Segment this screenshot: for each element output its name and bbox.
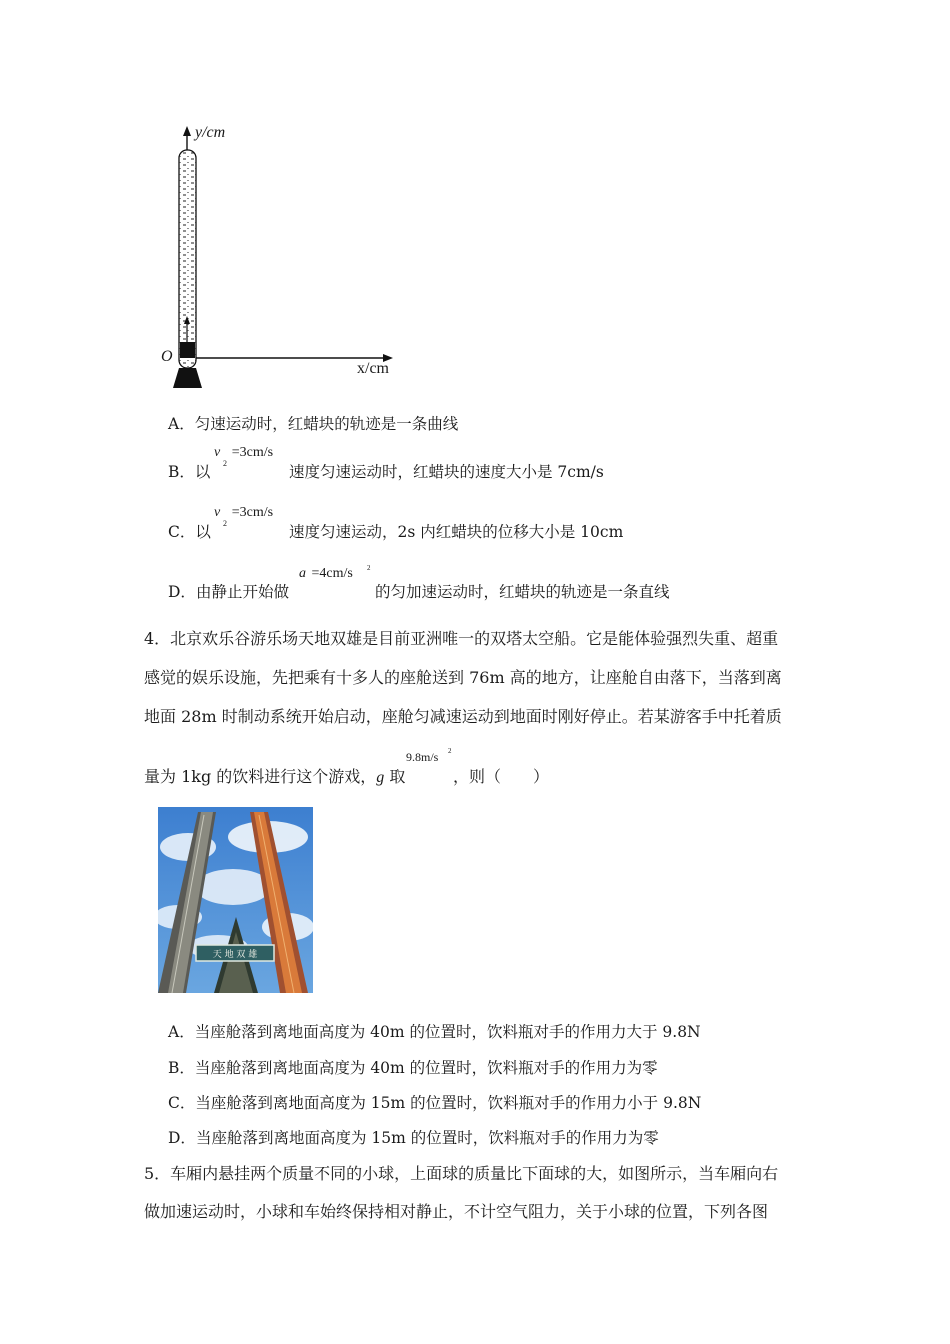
q4-option-d xyxy=(168,1126,659,1148)
q4-option-a xyxy=(168,1020,701,1042)
formula-val: =4cm/s xyxy=(311,566,353,581)
formula-var: v xyxy=(214,445,221,460)
q3-d-post: 的匀加速运动时，红蜡块的轨迹是一条直线 xyxy=(375,583,670,601)
sign-text: 天 地 双 雄 xyxy=(212,950,258,960)
option-label: B． xyxy=(168,1059,195,1077)
option-pre: 以 xyxy=(194,463,211,481)
origin-label: O xyxy=(161,348,173,365)
option-label: C． xyxy=(168,1094,196,1112)
q3-b-post: 速度匀速运动时，红蜡块的速度大小是 7cm/s xyxy=(289,463,604,481)
option-label: B． xyxy=(168,463,195,481)
g-value-sup: 2 xyxy=(448,747,452,755)
formula-sub: 2 xyxy=(223,459,227,468)
q5-line-1: 5．车厢内悬挂两个质量不同的小球，上面球的质量比下面球的大，如图所示，当车厢向右 xyxy=(144,1164,779,1183)
formula-sub: 2 xyxy=(223,519,227,528)
q3-option-a xyxy=(168,412,458,434)
q4-line-2: 感觉的娱乐设施，先把乘有十多人的座舱送到 76m 高的地方，让座舱自由落下，当落到离 xyxy=(144,668,782,687)
q3-option-c xyxy=(168,520,211,542)
q5-line-2: 做加速运动时，小球和车始终保持相对静止，不计空气阻力，关于小球的位置，下列各图 xyxy=(144,1202,769,1221)
q4-line-4 xyxy=(144,764,405,787)
q4-line4-pre: 量为 1kg 的饮料进行这个游戏， xyxy=(144,767,377,786)
formula-var: a xyxy=(299,566,306,581)
q3-option-b xyxy=(168,460,210,482)
red-wax-block xyxy=(180,342,195,358)
q3-d-formula xyxy=(299,566,379,582)
option-pre: 由静止开始做 xyxy=(195,583,289,601)
option-pre: 以 xyxy=(195,523,211,541)
tube-diagram xyxy=(150,120,410,395)
q4-option-c xyxy=(168,1091,701,1113)
q4-line4-mid: 取 xyxy=(384,767,406,786)
option-text: 当座舱落到离地面高度为 40m 的位置时，饮料瓶对手的作用力为零 xyxy=(194,1059,658,1077)
q3-b-formula xyxy=(214,445,274,468)
option-text: 匀速运动时，红蜡块的轨迹是一条曲线 xyxy=(194,415,459,433)
q4-line-1: 4．北京欢乐谷游乐场天地双雄是目前亚洲唯一的双塔太空船。它是能体验强烈失重、超重 xyxy=(144,629,779,648)
option-text: 当座舱落到离地面高度为 40m 的位置时，饮料瓶对手的作用力大于 9.8N xyxy=(194,1023,701,1041)
q4-g-symbol: g xyxy=(376,769,385,786)
formula-var: v xyxy=(214,505,221,520)
twin-tower-photo xyxy=(158,807,313,993)
q3-c-formula xyxy=(214,505,274,528)
option-text: 当座舱落到离地面高度为 15m 的位置时，饮料瓶对手的作用力小于 9.8N xyxy=(195,1094,702,1112)
y-axis-label-text: y/cm xyxy=(195,124,226,141)
g-value-text: 9.8m/s xyxy=(406,750,439,764)
q4-g-value xyxy=(406,747,452,765)
y-axis-label xyxy=(195,124,225,142)
option-label: D． xyxy=(168,1129,196,1147)
x-axis-label: x/cm xyxy=(357,360,389,377)
formula-val: =3cm/s xyxy=(231,505,274,520)
formula-val: =3cm/s xyxy=(231,445,274,460)
formula-sup: 2 xyxy=(367,564,371,572)
option-label: A． xyxy=(168,415,195,433)
option-label: A． xyxy=(168,1023,195,1041)
q4-line4-post: ，则（ ） xyxy=(453,767,550,786)
option-label: D． xyxy=(168,583,196,601)
option-label: C． xyxy=(168,523,196,541)
tube-stand xyxy=(173,368,202,388)
option-text: 当座舱落到离地面高度为 15m 的位置时，饮料瓶对手的作用力为零 xyxy=(195,1129,659,1147)
q3-c-post: 速度匀速运动，2s 内红蜡块的位移大小是 10cm xyxy=(289,523,624,541)
y-axis-arrow-icon xyxy=(183,126,191,136)
q3-option-d xyxy=(168,580,289,602)
q4-line-3: 地面 28m 时制动系统开始启动，座舱匀减速运动到地面时刚好停止。若某游客手中托着质 xyxy=(144,707,782,726)
q4-option-b xyxy=(168,1056,658,1078)
